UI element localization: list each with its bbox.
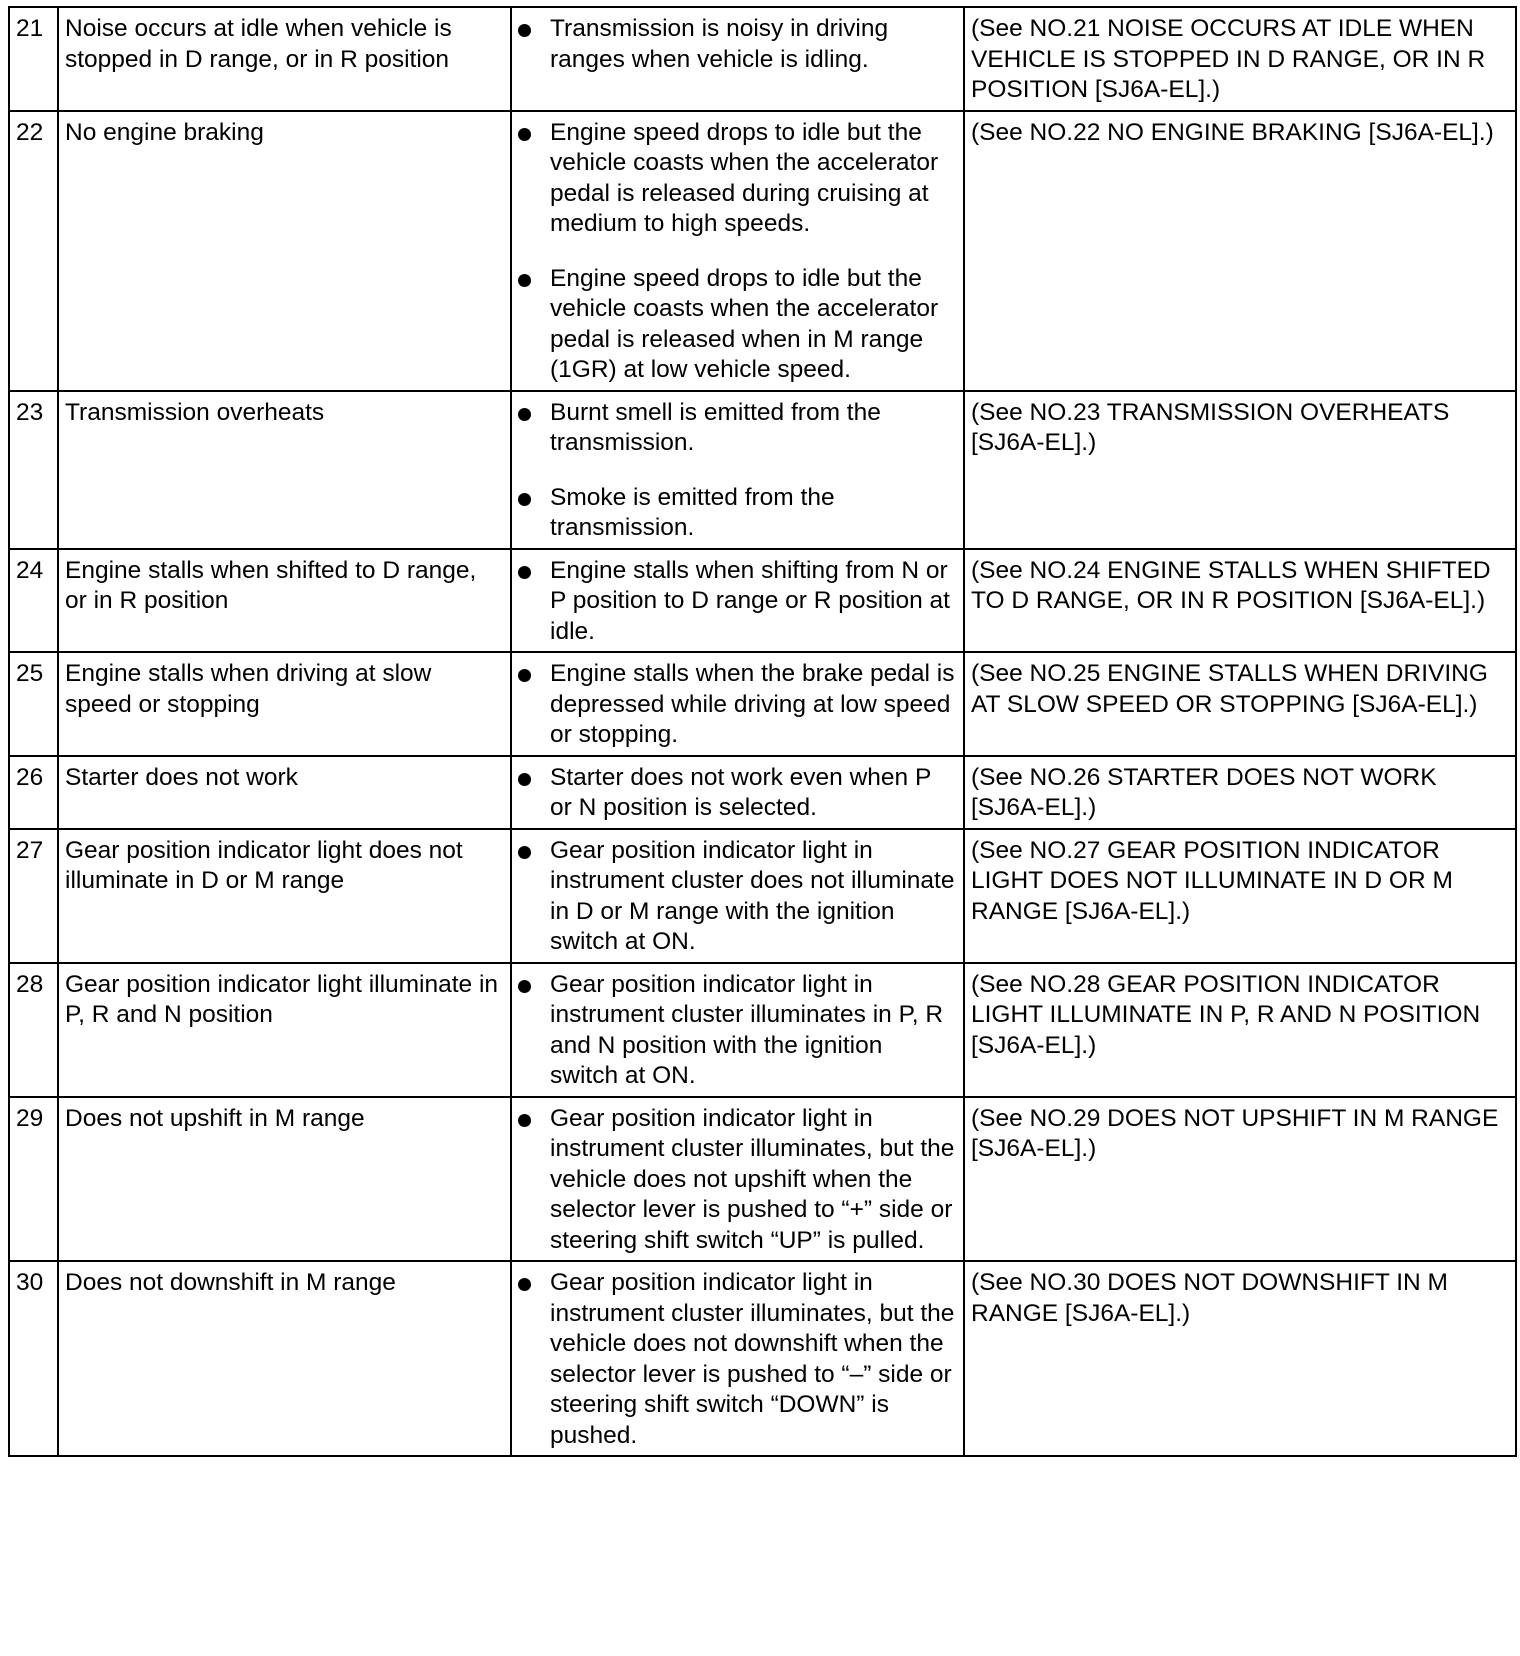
symptom-text: Gear position indicator light in instrument cluster illuminates, but the vehicle does not downshift when the selector lever is pushed to “–” side or steering shift switch “DOWN” is pushed. <box>550 1269 955 1449</box>
symptom-text: Engine speed drops to idle but the vehicle coasts when the accelerator pedal is released during cruising at medium to high speeds. <box>550 118 939 237</box>
bullet-dot-icon <box>518 846 531 859</box>
table-row <box>9 829 1516 963</box>
bullet-dot-icon <box>518 274 531 287</box>
symptom-bullet <box>518 836 957 958</box>
symptom-text: Gear position indicator light in instrument cluster illuminates in P, R and N position with the ignition switch at ON. <box>550 970 944 1089</box>
symptom-bullet <box>518 763 957 824</box>
symptom-bullet <box>518 556 957 648</box>
table-row <box>9 7 1516 111</box>
symptom-item: Does not downshift in M range <box>58 1261 511 1456</box>
row-number: 26 <box>9 756 58 829</box>
troubleshooting-table <box>8 6 1517 1457</box>
symptom-text: Burnt smell is emitted from the transmission. <box>550 398 881 456</box>
row-number: 21 <box>9 7 58 111</box>
symptom-bullet <box>518 14 957 75</box>
symptom-bullet <box>518 264 957 386</box>
reference-link[interactable]: (See NO.26 STARTER DOES NOT WORK [SJ6A-EL].) <box>964 756 1516 829</box>
symptom-item: Starter does not work <box>58 756 511 829</box>
bullet-dot-icon <box>518 980 531 993</box>
symptom-details <box>511 829 964 963</box>
table-row <box>9 111 1516 391</box>
table-row <box>9 963 1516 1097</box>
symptom-bullet <box>518 1268 957 1451</box>
symptom-details <box>511 391 964 549</box>
symptom-bullet <box>518 1104 957 1257</box>
bullet-dot-icon <box>518 669 531 682</box>
symptom-bullet <box>518 970 957 1092</box>
symptom-text: Gear position indicator light in instrument cluster illuminates, but the vehicle does not upshift when the selector lever is pushed to “+” side or steering shift switch “UP” is pulled. <box>550 1104 955 1254</box>
symptom-text: Engine stalls when the brake pedal is depressed while driving at low speed or stopping. <box>550 660 955 748</box>
table-row <box>9 391 1516 549</box>
reference-link[interactable]: (See NO.22 NO ENGINE BRAKING [SJ6A-EL].) <box>964 111 1516 391</box>
symptom-details <box>511 1097 964 1262</box>
row-number: 27 <box>9 829 58 963</box>
symptom-text: Transmission is noisy in driving ranges when vehicle is idling. <box>550 15 889 73</box>
bullet-dot-icon <box>518 1114 531 1127</box>
table-row <box>9 1097 1516 1262</box>
bullet-dot-icon <box>518 128 531 141</box>
reference-link[interactable]: (See NO.28 GEAR POSITION INDICATOR LIGHT ILLUMINATE IN P, R AND N POSITION [SJ6A-EL].) <box>964 963 1516 1097</box>
table-row <box>9 1261 1516 1456</box>
row-number: 30 <box>9 1261 58 1456</box>
symptom-bullet <box>518 483 957 544</box>
table-body <box>9 7 1516 1456</box>
reference-link[interactable]: (See NO.23 TRANSMISSION OVERHEATS [SJ6A-EL].) <box>964 391 1516 549</box>
row-number: 22 <box>9 111 58 391</box>
symptom-details <box>511 963 964 1097</box>
bullet-dot-icon <box>518 773 531 786</box>
symptom-bullet <box>518 398 957 459</box>
symptom-item: Noise occurs at idle when vehicle is stopped in D range, or in R position <box>58 7 511 111</box>
symptom-details <box>511 1261 964 1456</box>
bullet-dot-icon <box>518 408 531 421</box>
symptom-item: Transmission overheats <box>58 391 511 549</box>
reference-link[interactable]: (See NO.30 DOES NOT DOWNSHIFT IN M RANGE [SJ6A-EL].) <box>964 1261 1516 1456</box>
symptom-details <box>511 652 964 756</box>
symptom-item: No engine braking <box>58 111 511 391</box>
bullet-dot-icon <box>518 493 531 506</box>
symptom-item: Does not upshift in M range <box>58 1097 511 1262</box>
row-number: 29 <box>9 1097 58 1262</box>
symptom-item: Gear position indicator light does not illuminate in D or M range <box>58 829 511 963</box>
symptom-details <box>511 7 964 111</box>
symptom-item: Gear position indicator light illuminate in P, R and N position <box>58 963 511 1097</box>
symptom-details <box>511 111 964 391</box>
table-row <box>9 549 1516 653</box>
bullet-dot-icon <box>518 1278 531 1291</box>
bullet-dot-icon <box>518 566 531 579</box>
row-number: 23 <box>9 391 58 549</box>
bullet-dot-icon <box>518 24 531 37</box>
symptom-text: Gear position indicator light in instrument cluster does not illuminate in D or M range with the ignition switch at ON. <box>550 836 955 955</box>
reference-link[interactable]: (See NO.27 GEAR POSITION INDICATOR LIGHT DOES NOT ILLUMINATE IN D OR M RANGE [SJ6A-EL].) <box>964 829 1516 963</box>
symptom-text: Engine speed drops to idle but the vehicle coasts when the accelerator pedal is released when in M range (1GR) at low vehicle speed. <box>550 264 939 383</box>
symptom-details <box>511 756 964 829</box>
table-row <box>9 652 1516 756</box>
table-row <box>9 756 1516 829</box>
symptom-text: Starter does not work even when P or N position is selected. <box>550 763 931 821</box>
symptom-text: Engine stalls when shifting from N or P position to D range or R position at idle. <box>550 556 950 645</box>
reference-link[interactable]: (See NO.29 DOES NOT UPSHIFT IN M RANGE [SJ6A-EL].) <box>964 1097 1516 1262</box>
symptom-bullet <box>518 659 957 751</box>
symptom-bullet <box>518 118 957 240</box>
row-number: 25 <box>9 652 58 756</box>
reference-link[interactable]: (See NO.24 ENGINE STALLS WHEN SHIFTED TO D RANGE, OR IN R POSITION [SJ6A-EL].) <box>964 549 1516 653</box>
symptom-item: Engine stalls when shifted to D range, or in R position <box>58 549 511 653</box>
row-number: 28 <box>9 963 58 1097</box>
row-number: 24 <box>9 549 58 653</box>
symptom-item: Engine stalls when driving at slow speed or stopping <box>58 652 511 756</box>
symptom-text: Smoke is emitted from the transmission. <box>550 483 835 541</box>
reference-link[interactable]: (See NO.21 NOISE OCCURS AT IDLE WHEN VEHICLE IS STOPPED IN D RANGE, OR IN R POSITION [SJ6A-EL].) <box>964 7 1516 111</box>
reference-link[interactable]: (See NO.25 ENGINE STALLS WHEN DRIVING AT SLOW SPEED OR STOPPING [SJ6A-EL].) <box>964 652 1516 756</box>
symptom-details <box>511 549 964 653</box>
